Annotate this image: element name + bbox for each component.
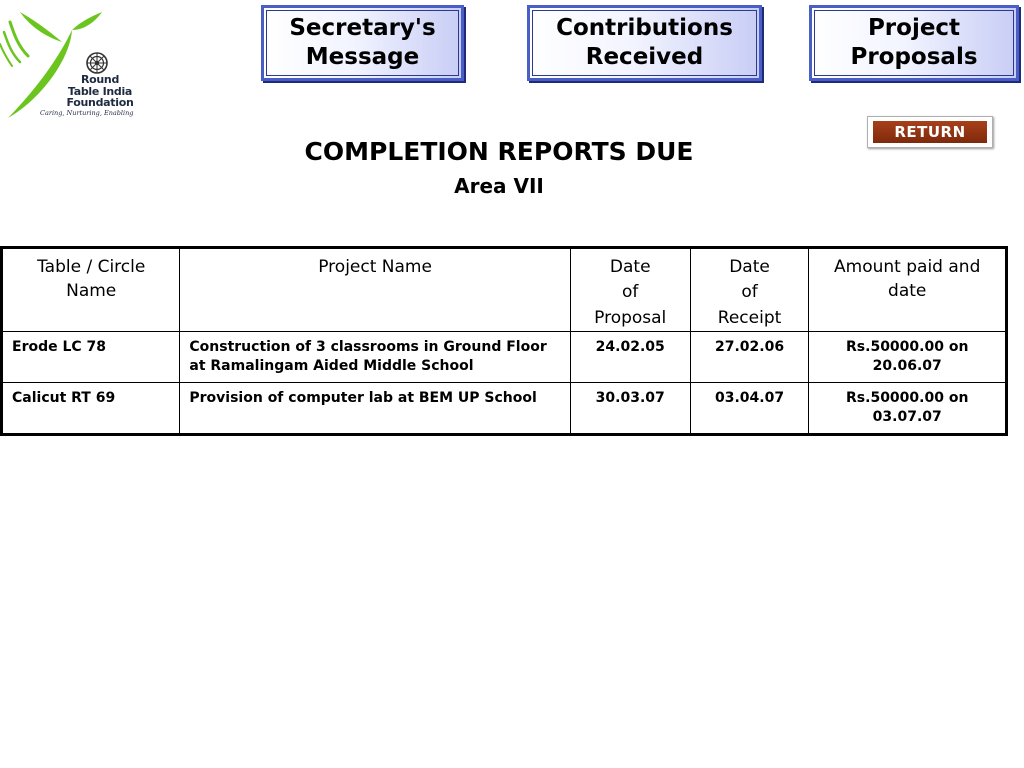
nav-button-label (556, 14, 733, 72)
header-project-name: Project Name (180, 248, 570, 332)
header-amount-paid-and-date (809, 248, 1007, 332)
cell-receipt-date: 27.02.06 (690, 332, 809, 383)
nav-label-line: Received (585, 44, 704, 70)
header-line: Proposal (594, 308, 667, 328)
cell-circle-name: Calicut RT 69 (2, 383, 180, 435)
completion-reports-table (0, 246, 1008, 436)
wheel-emblem-icon (86, 52, 108, 74)
nav-button-label (289, 14, 435, 72)
cell-project-name: Construction of 3 classrooms in Ground Floor at Ramalingam Aided Middle School (180, 332, 570, 383)
logo-brand-line: Foundation (66, 96, 134, 109)
project-proposals-button[interactable] (809, 5, 1019, 81)
header-line: of (622, 282, 639, 302)
round-table-india-logo (0, 0, 140, 125)
page-subtitle: Area VII (454, 174, 544, 198)
header-date-of-receipt (690, 248, 809, 332)
nav-label-line: Secretary's (289, 15, 436, 41)
nav-label-line: Contributions (556, 15, 733, 41)
nav-label-line: Message (305, 44, 420, 70)
header-line: Amount paid and (834, 257, 981, 277)
secretarys-message-button[interactable] (261, 5, 464, 81)
logo-wordmark (60, 74, 140, 109)
header-line: Date (609, 257, 651, 277)
logo-brand-line: Round (80, 73, 120, 86)
cell-proposal-date: 24.02.05 (570, 332, 690, 383)
header-line: Date (729, 257, 770, 277)
header-line: Receipt (717, 308, 782, 328)
table-header-row (2, 248, 1007, 332)
contributions-received-button[interactable] (527, 5, 762, 81)
nav-button-label (850, 14, 977, 72)
header-line: date (888, 281, 927, 301)
return-button[interactable]: RETURN (873, 121, 987, 143)
page-title: COMPLETION REPORTS DUE (304, 137, 694, 166)
table-row (2, 383, 1007, 435)
cell-circle-name: Erode LC 78 (2, 332, 180, 383)
logo-brand-line: Table India (67, 84, 133, 98)
logo-tagline: Caring, Nurturing, Enabling (40, 109, 134, 117)
cell-receipt-date: 03.04.07 (690, 383, 809, 435)
header-table-circle-name (2, 248, 180, 332)
header-line: Table / Circle (37, 257, 146, 277)
cell-proposal-date: 30.03.07 (570, 383, 690, 435)
cell-project-name: Provision of computer lab at BEM UP School (180, 383, 570, 435)
header-date-of-proposal (570, 248, 690, 332)
table-row (2, 332, 1007, 383)
nav-label-line: Project (867, 15, 961, 41)
header-line: of (741, 282, 758, 302)
header-line: Name (66, 281, 117, 301)
cell-amount: Rs.50000.00 on 20.06.07 (809, 332, 1007, 383)
cell-amount: Rs.50000.00 on 03.07.07 (809, 383, 1007, 435)
nav-label-line: Proposals (850, 44, 978, 70)
